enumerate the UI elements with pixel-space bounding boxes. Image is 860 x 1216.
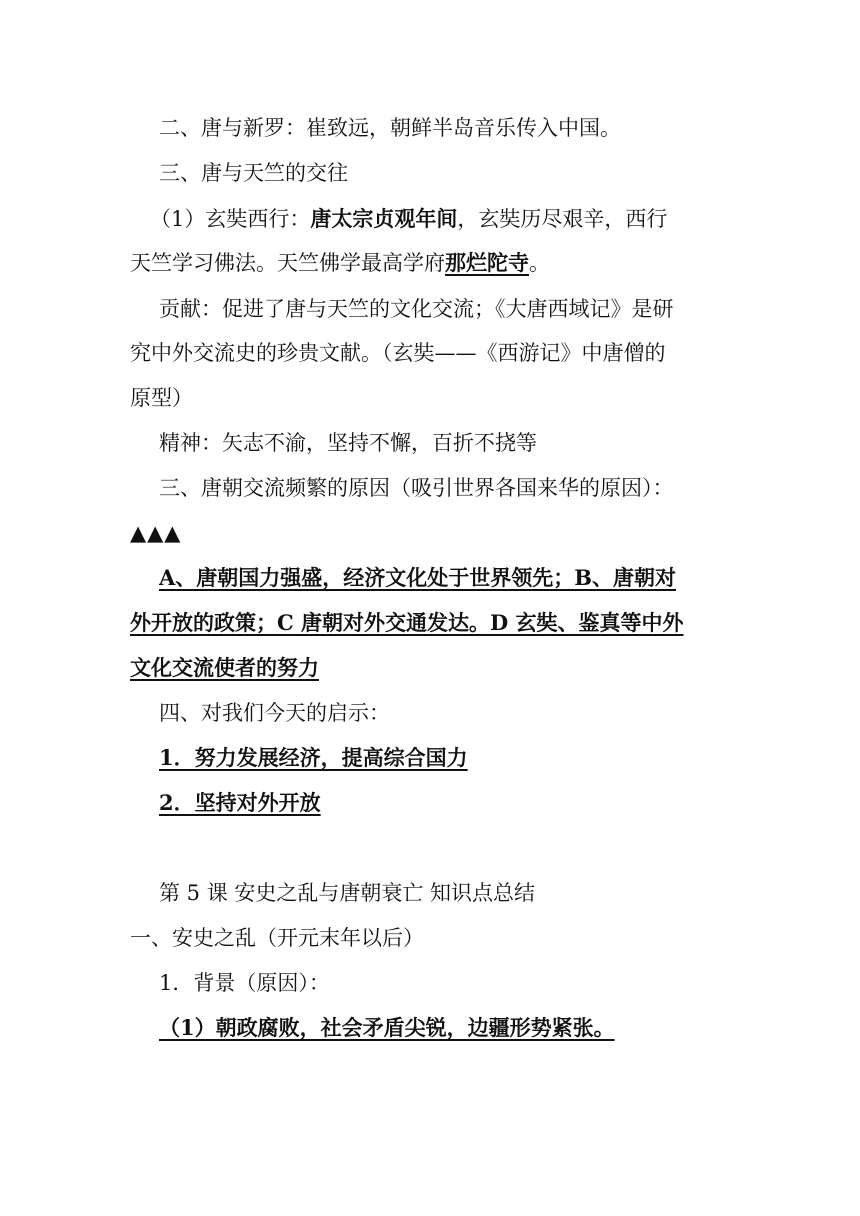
contribution-line-3: 原型）: [130, 386, 193, 410]
background-item-1: （1）朝政腐败，社会矛盾尖锐，边疆形势紧张。: [159, 1015, 615, 1040]
lessons-heading: 四、对我们今天的启示：: [159, 701, 390, 725]
reasons-line-1: A、唐朝国力强盛，经济文化处于世界领先；B、唐朝对: [159, 565, 677, 590]
reasons-heading: 三、唐朝交流频繁的原因（吸引世界各国来华的原因）：: [159, 476, 674, 500]
lesson-item-1: 1．努力发展经济，提高综合国力: [159, 745, 468, 770]
section-india-heading: 三、唐与天竺的交往: [159, 161, 348, 185]
reasons-line-2: 外开放的政策；C 唐朝对外交通发达。D 玄奘、鉴真等中外: [130, 610, 684, 635]
xuanzang-journey-prefix: （1）玄奘西行：: [150, 207, 311, 231]
spirit-line: 精神：矢志不渝，坚持不懈，百折不挠等: [159, 431, 537, 455]
contribution-line-1: 贡献：促进了唐与天竺的文化交流；《大唐西域记》是研: [159, 297, 674, 321]
xuanzang-journey-suffix: ，玄奘历尽艰辛，西行: [457, 207, 668, 231]
nalanda-suffix: 。: [529, 251, 550, 275]
lesson-item-2: 2．坚持对外开放: [159, 790, 321, 815]
lesson-5-title: 第 5 课 安史之乱与唐朝衰亡 知识点总结: [159, 881, 536, 905]
nalanda-line: [130, 248, 730, 278]
reasons-line-3: 文化交流使者的努力: [130, 655, 319, 680]
nalanda-prefix: 天竺学习佛法。天竺佛学最高学府: [130, 251, 445, 275]
contribution-line-2: 究中外交流史的珍贵文献。（玄奘——《西游记》中唐僧的: [130, 341, 666, 365]
anshi-rebellion-heading: 一、安史之乱（开元末年以后）: [130, 926, 424, 950]
xuanzang-journey-line: [150, 204, 750, 234]
background-heading: 1．背景（原因）：: [159, 971, 330, 995]
triangle-marks: ▲▲▲: [130, 521, 182, 545]
zhenguan-period-text: 唐太宗贞观年间: [310, 206, 458, 231]
nalanda-temple-text: 那烂陀寺: [445, 250, 529, 275]
section-silla: 二、唐与新罗：崔致远，朝鲜半岛音乐传入中国。: [159, 116, 621, 140]
